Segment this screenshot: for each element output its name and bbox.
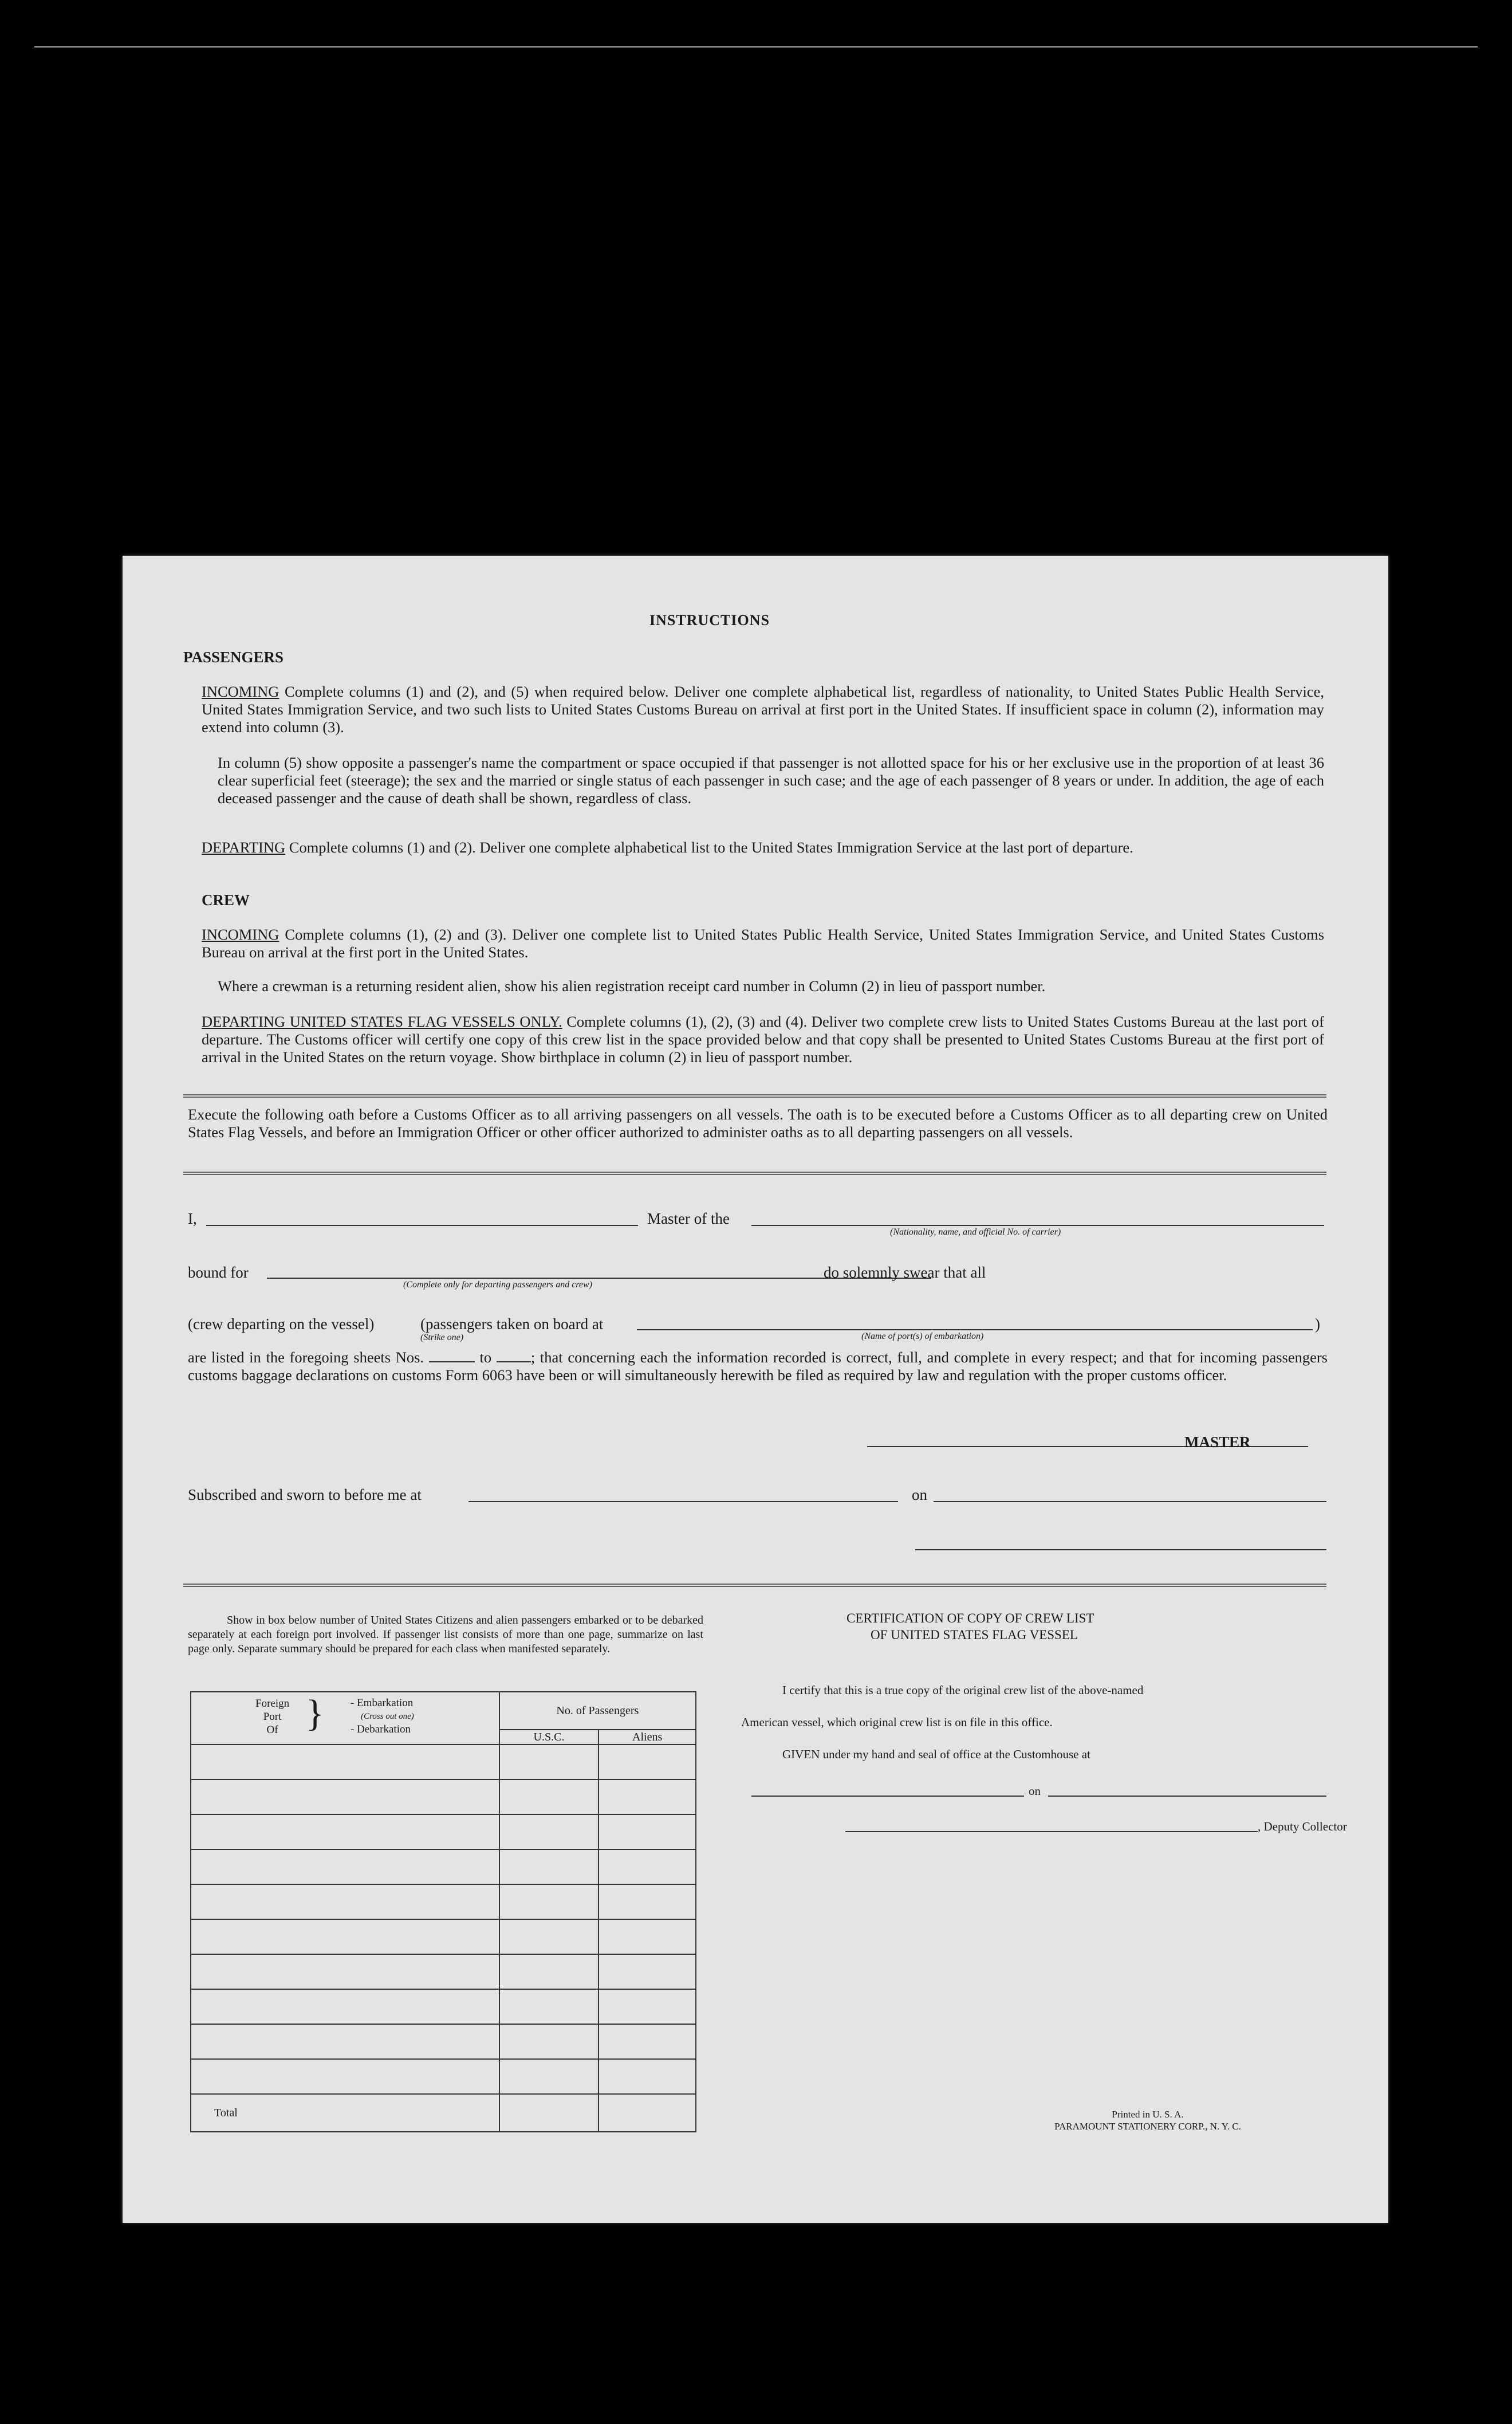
given-text: GIVEN under my hand and seal of office at the Customhouse at — [782, 1747, 1090, 1761]
passengers-departing-paragraph — [202, 839, 1324, 857]
master-signature-label: MASTER — [1184, 1433, 1251, 1451]
strike-hint: (Strike one) — [420, 1333, 464, 1342]
crew-incoming-label: INCOMING — [202, 926, 279, 943]
crew-incoming-text: Complete columns (1), (2) and (3). Deliver one complete list to United States Public Health Service, United States Immigration Service, and United States Customs Bureau on arrival at the first port in the United States. — [202, 926, 1325, 961]
usc-cell[interactable] — [499, 1989, 599, 2024]
sheet-to-field[interactable] — [497, 1361, 531, 1362]
usc-header: U.S.C. — [499, 1730, 599, 1745]
usc-cell[interactable] — [499, 1814, 599, 1849]
port-cell[interactable] — [191, 1779, 499, 1814]
aliens-cell[interactable] — [598, 1779, 696, 1814]
printer-credit — [1005, 2108, 1291, 2132]
foreign-label: Foreign — [255, 1698, 290, 1710]
printer-line-1: Printed in U. S. A. — [1112, 2109, 1184, 2120]
port-cell[interactable] — [191, 2059, 499, 2094]
oath-divider — [183, 1172, 1326, 1175]
section-divider — [183, 1094, 1326, 1098]
no-passengers-header: No. of Passengers — [499, 1692, 696, 1730]
listed-paragraph — [188, 1349, 1328, 1384]
usc-cell[interactable] — [499, 1779, 599, 1814]
passengers-incoming-text: Complete columns (1) and (2), and (5) when required below. Deliver one complete alphabetical list, regardless of nationality, to United States Public Health Service, United States Immigration Service, and two such lists to United States Customs Bureau on arrival at first port in the United States. If insufficient space in column (2), information may extend into column (3). — [202, 683, 1325, 736]
listed-text-1: are listed in the foregoing sheets Nos. — [188, 1349, 424, 1366]
ports-close-paren: ) — [1315, 1315, 1320, 1333]
master-of-label: Master of the — [647, 1210, 730, 1227]
aliens-cell[interactable] — [598, 1745, 696, 1779]
crew-departing-label: DEPARTING UNITED STATES FLAG VESSELS ONLY. — [202, 1013, 562, 1030]
usc-cell[interactable] — [499, 1919, 599, 1954]
port-cell[interactable] — [191, 1919, 499, 1954]
passengers-heading: PASSENGERS — [183, 649, 284, 666]
aliens-cell[interactable] — [598, 1919, 696, 1954]
aliens-cell[interactable] — [598, 2059, 696, 2094]
port-cell[interactable] — [191, 1849, 499, 1884]
aliens-cell[interactable] — [598, 1954, 696, 1989]
port-cell[interactable] — [191, 1745, 499, 1779]
crew-resident-paragraph: Where a crewman is a returning resident alien, show his alien registration receipt card number in Column (2) in lieu of passport number. — [218, 977, 1046, 995]
carrier-field[interactable] — [751, 1225, 1324, 1226]
bound-for-hint: (Complete only for departing passengers and crew) — [403, 1280, 593, 1290]
aliens-header: Aliens — [598, 1730, 696, 1745]
listed-text-2: ; that concerning each the information recorded is correct, full, and complete in every respect; and that for incoming passengers customs baggage declarations on customs Form 6063 have been or will simultaneously herewith be filed as required by law and regulation with the proper customs officer. — [188, 1349, 1328, 1384]
total-aliens-cell[interactable] — [598, 2094, 696, 2132]
certification-title — [846, 1610, 1094, 1643]
passengers-departing-label: DEPARTING — [202, 839, 286, 856]
deputy-label: , Deputy Collector — [1258, 1820, 1347, 1833]
customhouse-field[interactable] — [751, 1796, 1024, 1797]
page-title: INSTRUCTIONS — [649, 612, 770, 628]
sworn-place-field[interactable] — [468, 1501, 898, 1502]
port-cell[interactable] — [191, 2024, 499, 2059]
crew-departing-paragraph — [202, 1013, 1324, 1066]
foreign-port-words — [255, 1697, 289, 1737]
aliens-cell[interactable] — [598, 1884, 696, 1919]
debarkation-label: - Debarkation — [351, 1723, 411, 1735]
oath-i-label: I, — [188, 1210, 197, 1227]
port-cell[interactable] — [191, 1884, 499, 1919]
cross-out-label: (Cross out one) — [361, 1712, 414, 1721]
officer-signature-field[interactable] — [915, 1549, 1326, 1550]
cert-date-field[interactable] — [1048, 1796, 1326, 1797]
master-name-field[interactable] — [206, 1225, 638, 1226]
deputy-signature-field[interactable] — [845, 1831, 1258, 1832]
passengers-taken-label: (passengers taken on board at — [420, 1315, 604, 1333]
port-label: Port — [263, 1711, 282, 1723]
certify-text: I certify that this is a true copy of the original crew list of the above-named — [782, 1683, 1144, 1697]
printer-line-2: PARAMOUNT STATIONERY CORP., N. Y. C. — [1054, 2121, 1241, 2132]
oath-intro: Execute the following oath before a Customs Officer as to all arriving passengers on all vessels. The oath is to be executed before a Customs Officer as to all departing crew on United States Flag Vessels, and before an Immigration Officer or other officer authorized to administer oaths as to all departing passengers on all vessels. — [188, 1106, 1328, 1141]
listed-to: to — [479, 1349, 492, 1366]
lower-divider — [183, 1584, 1326, 1587]
passenger-summary-table — [190, 1691, 696, 2132]
embarkation-label: - Embarkation — [351, 1697, 414, 1709]
usc-cell[interactable] — [499, 1745, 599, 1779]
aliens-cell[interactable] — [598, 1814, 696, 1849]
sheet-from-field[interactable] — [429, 1361, 475, 1362]
brace-glyph: } — [306, 1692, 324, 1734]
port-cell[interactable] — [191, 1814, 499, 1849]
foreign-port-header — [191, 1692, 499, 1745]
usc-cell[interactable] — [499, 1884, 599, 1919]
cert-on-label: on — [1029, 1784, 1041, 1798]
crew-incoming-paragraph — [202, 926, 1324, 961]
of-label: Of — [266, 1724, 278, 1736]
usc-cell[interactable] — [499, 2024, 599, 2059]
crew-departing-text: Complete columns (1), (2), (3) and (4). Deliver two complete crew lists to United States Customs Bureau at the last port of departure. The Customs officer will certify one copy of this crew list in the space provided below and that copy shall be presented to United States Customs Bureau at the first port of arrival in the United States on the return voyage. Show birthplace in column (2) in lieu of passport number. — [202, 1013, 1324, 1066]
film-edge-line — [34, 46, 1478, 48]
vessel-text: American vessel, which original crew list is on file in this office. — [741, 1715, 1053, 1729]
port-cell[interactable] — [191, 1954, 499, 1989]
usc-cell[interactable] — [499, 1849, 599, 1884]
passengers-incoming-label: INCOMING — [202, 683, 279, 700]
aliens-cell[interactable] — [598, 2024, 696, 2059]
sworn-date-field[interactable] — [934, 1501, 1326, 1502]
form-page — [123, 556, 1388, 2223]
ports-field[interactable] — [637, 1329, 1313, 1330]
bound-for-label: bound for — [188, 1264, 249, 1281]
usc-cell[interactable] — [499, 2059, 599, 2094]
swear-label: do solemnly swear that all — [824, 1264, 986, 1281]
aliens-cell[interactable] — [598, 1989, 696, 2024]
crew-heading: CREW — [202, 891, 250, 909]
certification-title-1: CERTIFICATION OF COPY OF CREW LIST — [846, 1611, 1094, 1625]
total-label: Total — [191, 2094, 499, 2132]
box-instructions: Show in box below number of United States Citizens and alien passengers embarked or to be debarked separately at each foreign port involved. If passenger list consists of more than one page, summarize on last page only. Separate summary should be prepared for each class when manifested separately. — [188, 1614, 703, 1655]
total-usc-cell[interactable] — [499, 2094, 599, 2132]
usc-cell[interactable] — [499, 1954, 599, 1989]
passengers-incoming-paragraph — [202, 683, 1324, 736]
port-cell[interactable] — [191, 1989, 499, 2024]
carrier-hint: (Nationality, name, and official No. of carrier) — [890, 1227, 1061, 1237]
passengers-column5-paragraph: In column (5) show opposite a passenger's name the compartment or space occupied if that passenger is not allotted space for his or her exclusive use in the proportion of at least 36 clear superficial feet (steerage); the sex and the married or single status of each passenger in such case; and the age of each passenger of 8 years or under. In addition, the age of each deceased passenger and the cause of death shall be shown, regardless of class. — [218, 754, 1324, 807]
aliens-cell[interactable] — [598, 1849, 696, 1884]
crew-departing-label: (crew departing on the vessel) — [188, 1315, 375, 1333]
sworn-on-label: on — [912, 1486, 927, 1503]
ports-hint: (Name of port(s) of embarkation) — [861, 1331, 984, 1341]
passengers-departing-text: Complete columns (1) and (2). Deliver one complete alphabetical list to the United States Immigration Service at the last port of departure. — [289, 839, 1133, 856]
certification-title-2: OF UNITED STATES FLAG VESSEL — [871, 1628, 1078, 1642]
subscribed-label: Subscribed and sworn to before me at — [188, 1486, 422, 1503]
